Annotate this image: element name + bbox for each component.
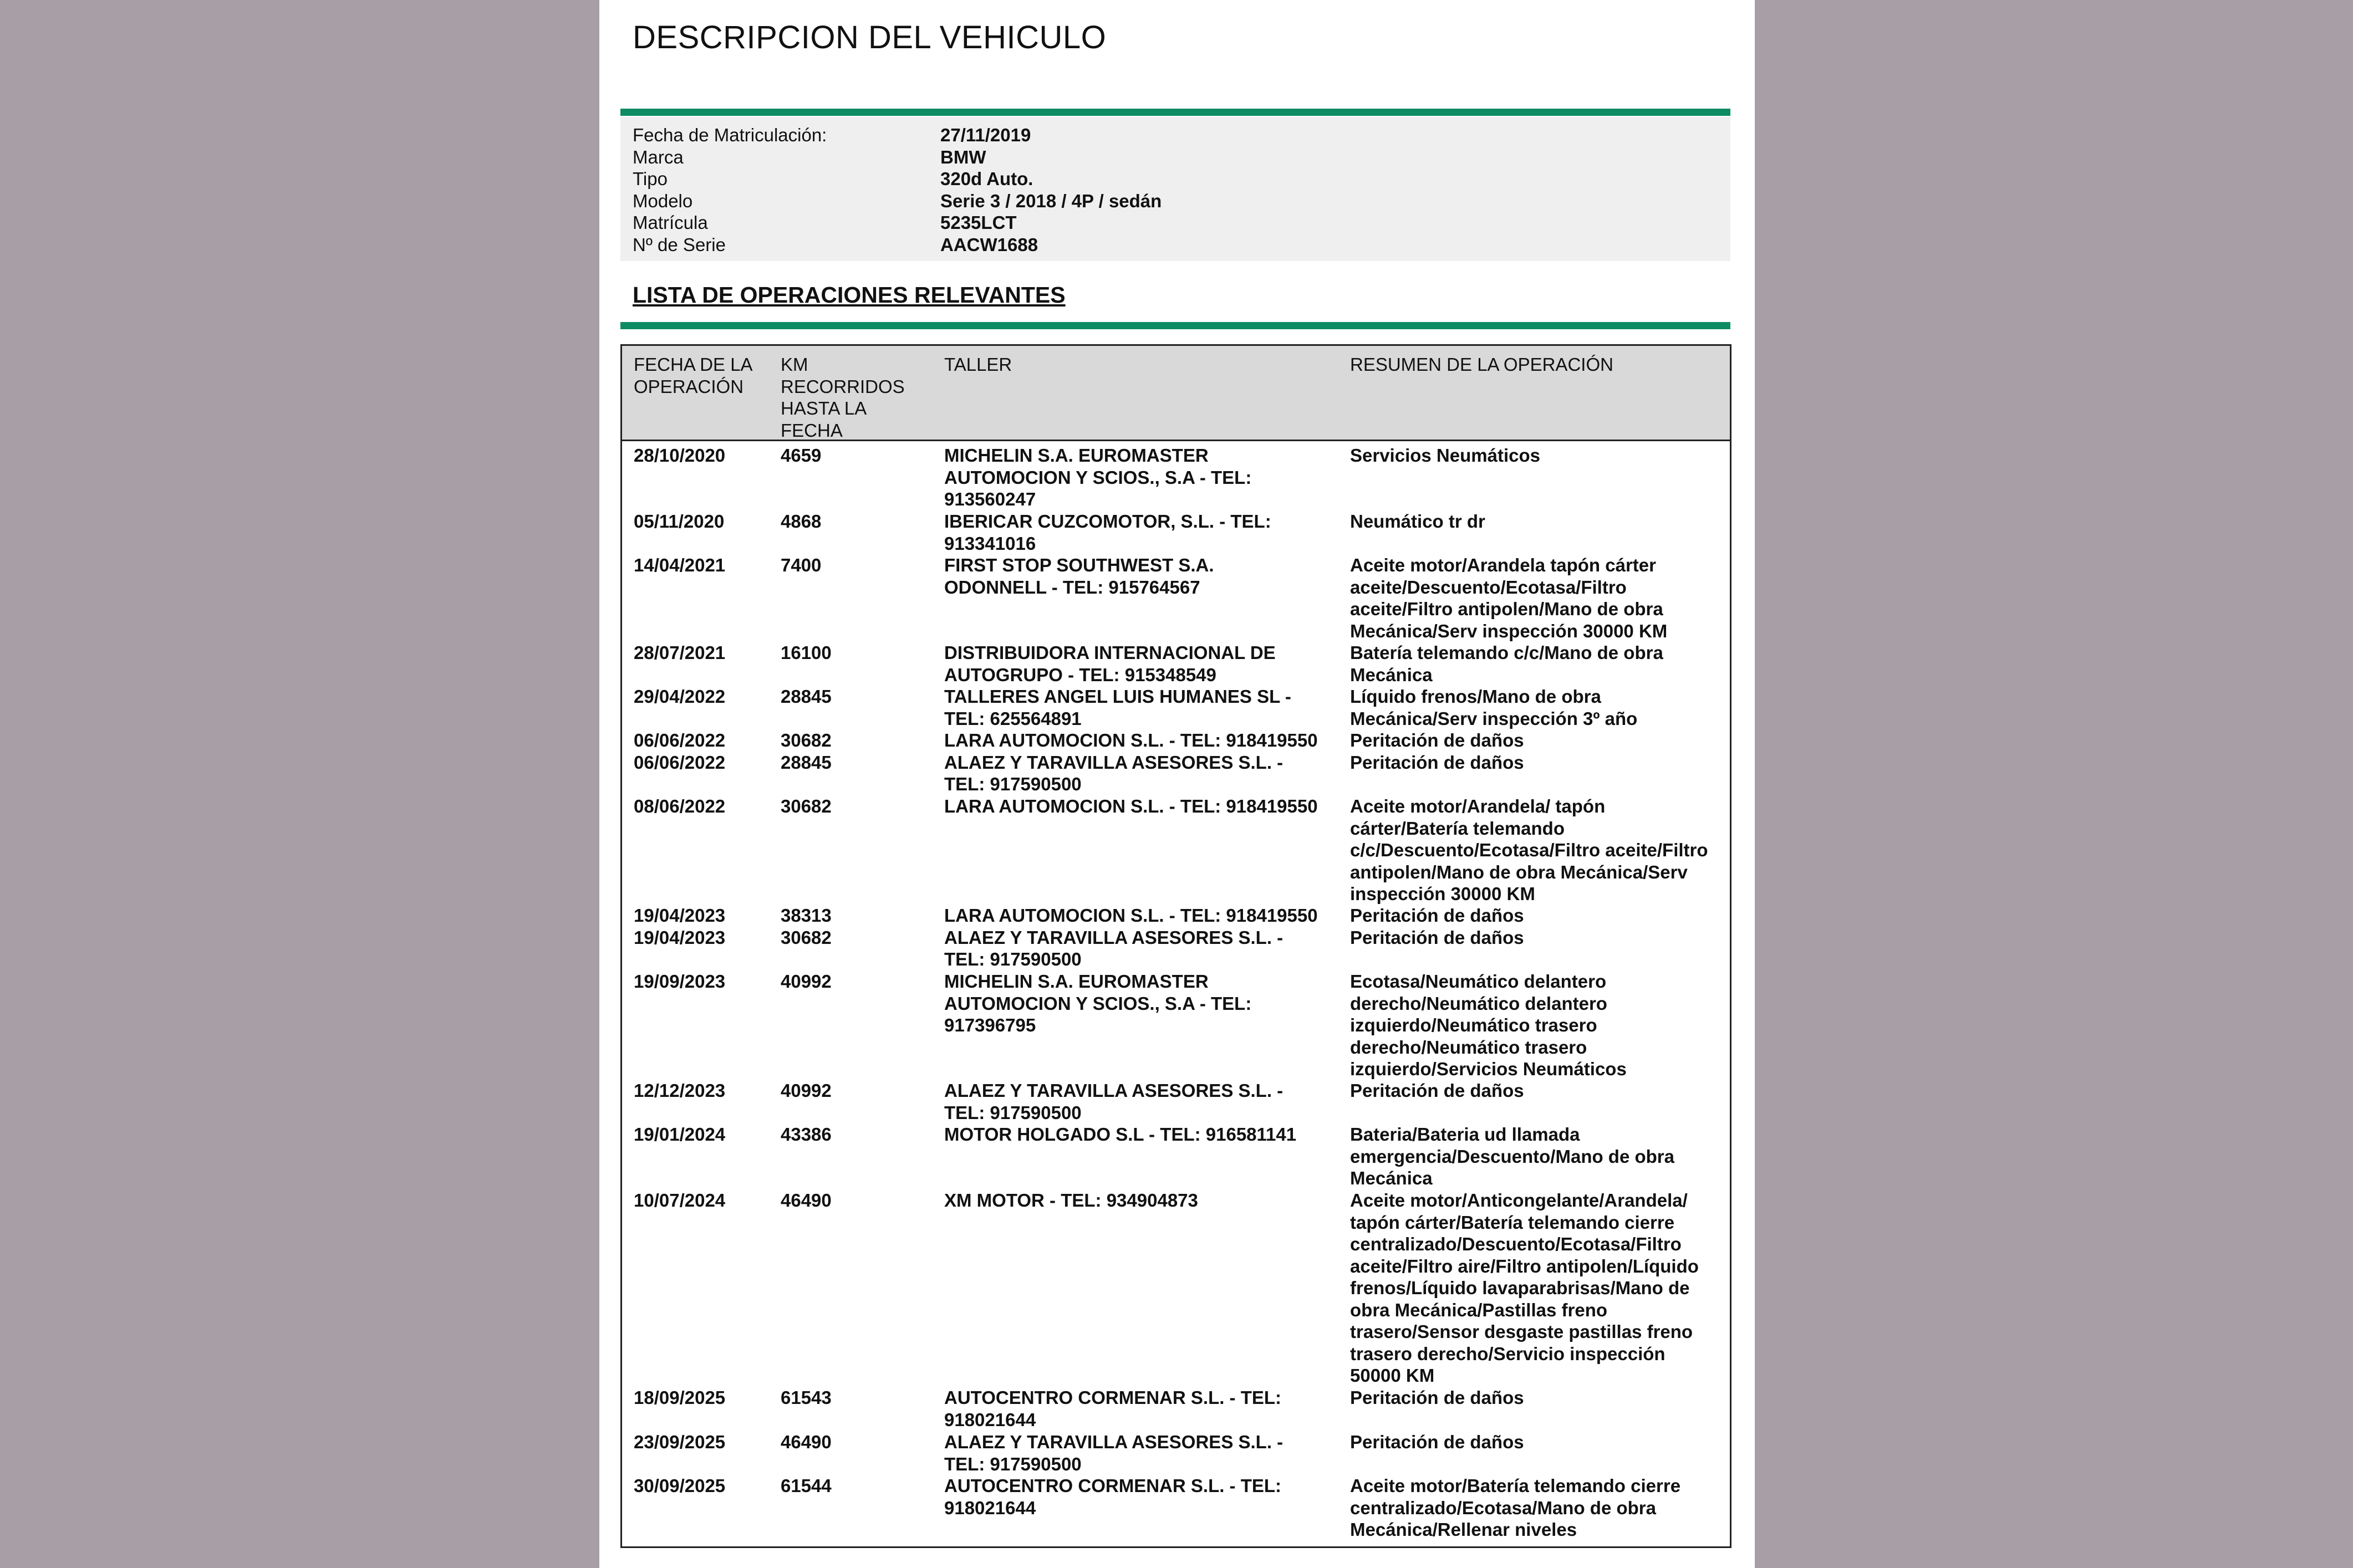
cell-taller: AUTOCENTRO CORMENAR S.L. - TEL: 918021644 (944, 1475, 1282, 1518)
cell-km: 7400 (781, 555, 822, 575)
cell-taller: MICHELIN S.A. EUROMASTER AUTOMOCION Y SCIOS., S.A - TEL: 917396795 (944, 971, 1252, 1035)
cell-taller: XM MOTOR - TEL: 934904873 (944, 1190, 1198, 1211)
cell-fecha: 19/04/2023 (634, 927, 726, 948)
cell-fecha: 05/11/2020 (634, 511, 725, 532)
cell-fecha: 28/10/2020 (634, 445, 726, 466)
cell-fecha: 10/07/2024 (634, 1190, 726, 1211)
cell-km: 28845 (781, 752, 832, 773)
cell-fecha: 14/04/2021 (634, 555, 726, 575)
cell-resumen: Peritación de daños (1350, 1432, 1524, 1452)
header-km: KM RECORRIDOS HASTA LA FECHA (781, 354, 905, 441)
cell-taller: FIRST STOP SOUTHWEST S.A. ODONNELL - TEL: 915764567 (944, 555, 1214, 597)
field-label: Nº de Serie (633, 234, 726, 255)
cell-fecha: 19/09/2023 (634, 971, 726, 992)
table-header (622, 346, 1730, 441)
cell-fecha: 06/06/2022 (634, 752, 726, 773)
cell-resumen: Peritación de daños (1350, 927, 1524, 948)
cell-km: 46490 (781, 1190, 832, 1211)
field-label: Matrícula (633, 212, 708, 233)
header-taller: TALLER (944, 354, 1012, 375)
cell-fecha: 30/09/2025 (634, 1475, 726, 1496)
cell-taller: LARA AUTOMOCION S.L. - TEL: 918419550 (944, 796, 1318, 816)
header-fecha: FECHA DE LA OPERACIÓN (634, 354, 753, 397)
cell-resumen: Peritación de daños (1350, 730, 1524, 750)
section-divider (620, 322, 1730, 329)
cell-taller: DISTRIBUIDORA INTERNACIONAL DE AUTOGRUPO - TEL: 915348549 (944, 642, 1276, 685)
page-title: DESCRIPCION DEL VEHICULO (633, 19, 1107, 55)
cell-resumen: Ecotasa/Neumático delantero derecho/Neumático delantero izquierdo/Neumático trasero derecho/Neumático trasero izquierdo/Servicios Neumáticos (1350, 971, 1627, 1079)
field-value: 27/11/2019 (940, 125, 1031, 145)
cell-taller: LARA AUTOMOCION S.L. - TEL: 918419550 (944, 905, 1318, 926)
cell-fecha: 08/06/2022 (634, 796, 726, 816)
cell-fecha: 23/09/2025 (634, 1432, 726, 1452)
cell-taller: IBERICAR CUZCOMOTOR, S.L. - TEL: 913341016 (944, 511, 1271, 554)
cell-taller: ALAEZ Y TARAVILLA ASESORES S.L. - TEL: 917590500 (944, 1432, 1284, 1474)
field-value: BMW (940, 146, 986, 167)
cell-fecha: 12/12/2023 (634, 1080, 726, 1101)
cell-taller: TALLERES ANGEL LUIS HUMANES SL - TEL: 625564891 (944, 686, 1291, 729)
field-label: Tipo (633, 168, 668, 189)
cell-taller: AUTOCENTRO CORMENAR S.L. - TEL: 918021644 (944, 1387, 1282, 1430)
vehicle-info-box (620, 117, 1730, 261)
cell-resumen: Peritación de daños (1350, 752, 1524, 773)
cell-taller: MOTOR HOLGADO S.L - TEL: 916581141 (944, 1124, 1297, 1145)
header-resumen: RESUMEN DE LA OPERACIÓN (1350, 354, 1613, 375)
cell-fecha: 06/06/2022 (634, 730, 726, 750)
cell-taller: ALAEZ Y TARAVILLA ASESORES S.L. - TEL: 917590500 (944, 752, 1284, 794)
section-divider (620, 109, 1730, 116)
cell-taller: LARA AUTOMOCION S.L. - TEL: 918419550 (944, 730, 1318, 750)
field-value: 5235LCT (940, 212, 1017, 233)
cell-taller: MICHELIN S.A. EUROMASTER AUTOMOCION Y SCIOS., S.A - TEL: 913560247 (944, 445, 1252, 509)
cell-resumen: Batería telemando c/c/Mano de obra Mecánica (1350, 642, 1663, 685)
cell-km: 61544 (781, 1475, 832, 1496)
cell-fecha: 29/04/2022 (634, 686, 726, 707)
cell-km: 38313 (781, 905, 832, 926)
cell-km: 40992 (781, 971, 832, 992)
cell-resumen: Peritación de daños (1350, 1387, 1524, 1408)
cell-resumen: Aceite motor/Batería telemando cierre centralizado/Ecotasa/Mano de obra Mecánica/Rellenar niveles (1350, 1475, 1681, 1540)
cell-resumen: Líquido frenos/Mano de obra Mecánica/Serv inspección 3º año (1350, 686, 1638, 729)
cell-fecha: 28/07/2021 (634, 642, 726, 663)
field-value: Serie 3 / 2018 / 4P / sedán (940, 190, 1162, 211)
cell-km: 46490 (781, 1432, 832, 1452)
cell-resumen: Aceite motor/Anticongelante/Arandela/ tapón cárter/Batería telemando cierre centralizado/Descuento/Ecotasa/Filtro aceite/Filtro aire/Filtro antipolen/Líquido frenos/Líquido lavaparabrisas/Mano de obra Mecánica/Pastillas freno trasero/Sensor desgaste pastillas freno trasero derecho/Servicio inspección 50000 KM (1350, 1190, 1699, 1386)
cell-km: 30682 (781, 730, 832, 750)
cell-resumen: Neumático tr dr (1350, 511, 1485, 532)
cell-resumen: Peritación de daños (1350, 905, 1524, 926)
cell-taller: ALAEZ Y TARAVILLA ASESORES S.L. - TEL: 917590500 (944, 927, 1284, 969)
cell-km: 61543 (781, 1387, 832, 1408)
cell-resumen: Servicios Neumáticos (1350, 445, 1540, 466)
cell-resumen: Aceite motor/Arandela tapón cárter aceite/Descuento/Ecotasa/Filtro aceite/Filtro antipolen/Mano de obra Mecánica/Serv inspección 30000 KM (1350, 555, 1668, 641)
operations-title: LISTA DE OPERACIONES RELEVANTES (633, 282, 1066, 308)
cell-resumen: Aceite motor/Arandela/ tapón cárter/Batería telemando c/c/Descuento/Ecotasa/Filtro aceite/Filtro antipolen/Mano de obra Mecánica/Serv inspección 30000 KM (1350, 796, 1708, 904)
cell-fecha: 18/09/2025 (634, 1387, 726, 1408)
cell-resumen: Peritación de daños (1350, 1080, 1524, 1101)
field-value: AACW1688 (940, 234, 1038, 255)
cell-km: 4659 (781, 445, 822, 466)
cell-resumen: Bateria/Bateria ud llamada emergencia/Descuento/Mano de obra Mecánica (1350, 1124, 1674, 1188)
cell-fecha: 19/01/2024 (634, 1124, 726, 1145)
document-page (599, 0, 1755, 1568)
field-label: Fecha de Matriculación: (633, 125, 827, 145)
field-value: 320d Auto. (940, 168, 1033, 189)
cell-km: 43386 (781, 1124, 832, 1145)
cell-km: 30682 (781, 927, 832, 948)
field-label: Marca (633, 146, 684, 167)
cell-km: 4868 (781, 511, 822, 532)
operations-table (620, 344, 1731, 1548)
cell-km: 16100 (781, 642, 832, 663)
cell-fecha: 19/04/2023 (634, 905, 726, 926)
field-label: Modelo (633, 190, 693, 211)
cell-km: 40992 (781, 1080, 832, 1101)
cell-taller: ALAEZ Y TARAVILLA ASESORES S.L. - TEL: 917590500 (944, 1080, 1284, 1123)
cell-km: 28845 (781, 686, 832, 707)
cell-km: 30682 (781, 796, 832, 816)
